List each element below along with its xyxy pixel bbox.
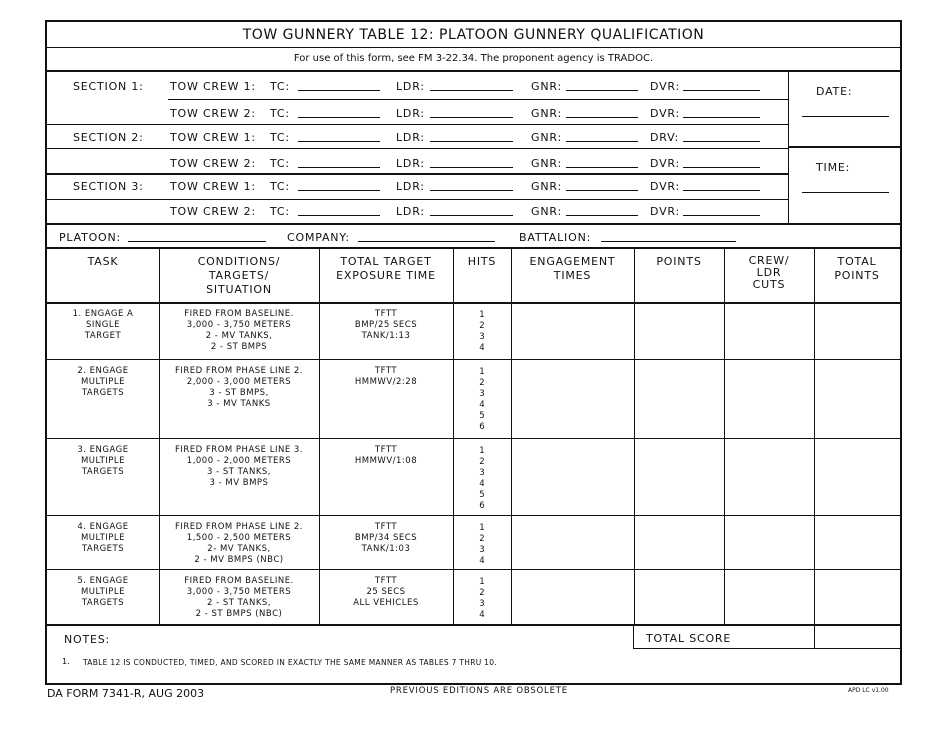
column-header-conditions: CONDITIONS/ TARGETS/ SITUATION <box>197 255 281 296</box>
crew-field-label: TC: <box>270 80 290 93</box>
hit-number: 2 <box>479 588 485 598</box>
crew-field-blank[interactable] <box>430 167 513 168</box>
column-header-engagement: ENGAGEMENT TIMES <box>529 255 616 282</box>
crew-field-blank[interactable] <box>430 141 513 142</box>
task-cell: 1. ENGAGE A SINGLE TARGET <box>72 309 134 341</box>
score-entry-cell[interactable] <box>725 517 813 568</box>
exposure-cell: TFTT BMP/34 SECS TANK/1:03 <box>354 522 418 554</box>
crew-field-blank[interactable] <box>566 141 638 142</box>
hit-number: 2 <box>479 378 485 388</box>
column-header-task: TASK <box>87 255 119 268</box>
crew-field-label: LDR: <box>396 107 425 120</box>
conditions-cell: FIRED FROM BASELINE. 3,000 - 3,750 METERS 2 - MV TANKS, 2 - ST BMPS <box>184 309 294 352</box>
crew-field-blank[interactable] <box>683 190 760 191</box>
crew-field-label: DVR: <box>650 157 681 170</box>
hits-list <box>453 310 511 354</box>
score-entry-cell[interactable] <box>512 440 633 514</box>
crew-field-label: LDR: <box>396 205 425 218</box>
crew-field-blank[interactable] <box>566 117 638 118</box>
score-entry-cell[interactable] <box>512 361 633 437</box>
crew-field-label: GNR: <box>531 180 562 193</box>
crew-field-blank[interactable] <box>298 167 380 168</box>
battalion-label: BATTALION: <box>519 231 592 244</box>
score-entry-cell[interactable] <box>635 517 723 568</box>
conditions-cell: FIRED FROM PHASE LINE 3. 1,000 - 2,000 METERS 3 - ST TANKS, 3 - MV BMPS <box>174 445 304 488</box>
hits-list <box>453 446 511 512</box>
form-title: TOW GUNNERY TABLE 12: PLATOON GUNNERY QUALIFICATION <box>242 27 705 43</box>
crew-field-blank[interactable] <box>298 141 380 142</box>
conditions-cell: FIRED FROM PHASE LINE 2. 2,000 - 3,000 METERS 3 - ST BMPS, 3 - MV TANKS <box>174 366 304 409</box>
crew-field-label: GNR: <box>531 107 562 120</box>
crew-label: TOW CREW 2: <box>170 205 256 218</box>
exposure-cell: TFTT BMP/25 SECS TANK/1:13 <box>354 309 418 341</box>
crew-field-label: TC: <box>270 107 290 120</box>
note-text: TABLE 12 IS CONDUCTED, TIMED, AND SCORED IN EXACTLY THE SAME MANNER AS TABLES 7 THRU 10. <box>83 658 498 667</box>
crew-field-label: DVR: <box>650 107 681 120</box>
hit-number: 3 <box>479 389 485 399</box>
company-field[interactable] <box>358 241 495 242</box>
form-id: DA FORM 7341-R, AUG 2003 <box>47 687 205 700</box>
crew-label: TOW CREW 2: <box>170 157 256 170</box>
task-cell: 5. ENGAGE MULTIPLE TARGETS <box>77 576 129 608</box>
crew-field-blank[interactable] <box>683 167 760 168</box>
crew-field-label: TC: <box>270 157 290 170</box>
crew-label: TOW CREW 1: <box>170 131 256 144</box>
crew-field-label: DVR: <box>650 205 681 218</box>
score-entry-cell[interactable] <box>635 440 723 514</box>
crew-field-blank[interactable] <box>566 215 638 216</box>
conditions-cell: FIRED FROM PHASE LINE 2. 1,500 - 2,500 METERS 2- MV TANKS, 2 - MV BMPS (NBC) <box>174 522 304 565</box>
section-label: SECTION 3: <box>73 180 144 193</box>
hit-number: 1 <box>479 446 485 456</box>
exposure-cell: TFTT HMMWV/2:28 <box>354 366 418 387</box>
battalion-field[interactable] <box>601 241 736 242</box>
crew-field-label: LDR: <box>396 180 425 193</box>
crew-field-blank[interactable] <box>566 190 638 191</box>
crew-label: TOW CREW 1: <box>170 180 256 193</box>
platoon-field[interactable] <box>128 241 266 242</box>
hit-number: 2 <box>479 321 485 331</box>
date-label: DATE: <box>816 85 853 98</box>
crew-field-label: LDR: <box>396 80 425 93</box>
score-entry-cell[interactable] <box>725 440 813 514</box>
crew-field-label: TC: <box>270 131 290 144</box>
hit-number: 3 <box>479 468 485 478</box>
crew-field-label: DVR: <box>650 180 681 193</box>
crew-field-label: LDR: <box>396 157 425 170</box>
crew-field-blank[interactable] <box>683 141 760 142</box>
exposure-cell: TFTT HMMWV/1:08 <box>354 445 418 466</box>
platoon-label: PLATOON: <box>59 231 122 244</box>
hit-number: 3 <box>479 599 485 609</box>
version-label: APD LC v1.00 <box>848 687 889 694</box>
task-cell: 3. ENGAGE MULTIPLE TARGETS <box>77 445 129 477</box>
column-header-exposure: TOTAL TARGET EXPOSURE TIME <box>336 255 436 282</box>
task-cell: 2. ENGAGE MULTIPLE TARGETS <box>77 366 129 398</box>
hit-number: 5 <box>479 411 485 421</box>
crew-field-blank[interactable] <box>430 90 513 91</box>
date-field[interactable] <box>802 116 889 117</box>
hit-number: 4 <box>479 400 485 410</box>
hit-number: 1 <box>479 523 485 533</box>
crew-field-blank[interactable] <box>430 215 513 216</box>
editions-note: PREVIOUS EDITIONS ARE OBSOLETE <box>390 686 568 696</box>
hit-number: 6 <box>479 501 485 511</box>
crew-field-blank[interactable] <box>298 90 380 91</box>
column-header-total: TOTAL POINTS <box>834 255 880 282</box>
hits-list <box>453 577 511 621</box>
crew-field-blank[interactable] <box>683 117 760 118</box>
crew-field-label: TC: <box>270 180 290 193</box>
score-entry-cell[interactable] <box>725 571 813 623</box>
hit-number: 4 <box>479 343 485 353</box>
crew-field-label: GNR: <box>531 80 562 93</box>
total-score-field[interactable] <box>815 626 900 648</box>
hit-number: 3 <box>479 332 485 342</box>
note-number: 1. <box>62 657 70 666</box>
score-entry-cell[interactable] <box>815 571 899 623</box>
total-score-label: TOTAL SCORE <box>646 632 732 645</box>
form-subtitle: For use of this form, see FM 3-22.34. The proponent agency is TRADOC. <box>293 53 654 64</box>
crew-field-label: GNR: <box>531 205 562 218</box>
score-entry-cell[interactable] <box>725 361 813 437</box>
hit-number: 3 <box>479 545 485 555</box>
crew-field-label: LDR: <box>396 131 425 144</box>
crew-field-label: GNR: <box>531 131 562 144</box>
hit-number: 6 <box>479 422 485 432</box>
score-entry-cell[interactable] <box>725 304 813 358</box>
score-entry-cell[interactable] <box>512 304 633 358</box>
crew-field-label: DVR: <box>650 80 681 93</box>
company-label: COMPANY: <box>287 231 350 244</box>
exposure-cell: TFTT 25 SECS ALL VEHICLES <box>353 576 419 608</box>
column-header-hits: HITS <box>467 255 497 268</box>
column-header-cuts: CREW/ LDR CUTS <box>748 254 790 291</box>
score-entry-cell[interactable] <box>815 361 899 437</box>
time-label: TIME: <box>816 161 851 174</box>
crew-field-blank[interactable] <box>683 90 760 91</box>
crew-field-blank[interactable] <box>683 215 760 216</box>
hit-number: 5 <box>479 490 485 500</box>
crew-field-blank[interactable] <box>566 90 638 91</box>
section-label: SECTION 1: <box>73 80 144 93</box>
score-entry-cell[interactable] <box>635 571 723 623</box>
hit-number: 2 <box>479 534 485 544</box>
crew-field-blank[interactable] <box>566 167 638 168</box>
conditions-cell: FIRED FROM BASELINE. 3,000 - 3,750 METERS 2 - ST TANKS, 2 - ST BMPS (NBC) <box>184 576 294 619</box>
crew-field-label: GNR: <box>531 157 562 170</box>
crew-field-blank[interactable] <box>430 117 513 118</box>
score-entry-cell[interactable] <box>512 517 633 568</box>
score-entry-cell[interactable] <box>512 571 633 623</box>
crew-field-blank[interactable] <box>298 190 380 191</box>
crew-field-blank[interactable] <box>298 117 380 118</box>
notes-label: NOTES: <box>64 633 111 646</box>
crew-field-label: DRV: <box>650 131 680 144</box>
crew-field-blank[interactable] <box>298 215 380 216</box>
crew-field-blank[interactable] <box>430 190 513 191</box>
hit-number: 4 <box>479 479 485 489</box>
crew-field-label: TC: <box>270 205 290 218</box>
section-label: SECTION 2: <box>73 131 144 144</box>
score-entry-cell[interactable] <box>815 304 899 358</box>
hit-number: 1 <box>479 367 485 377</box>
score-entry-cell[interactable] <box>635 361 723 437</box>
crew-label: TOW CREW 2: <box>170 107 256 120</box>
score-entry-cell[interactable] <box>815 517 899 568</box>
score-entry-cell[interactable] <box>815 440 899 514</box>
hits-list <box>453 523 511 567</box>
hit-number: 1 <box>479 310 485 320</box>
task-cell: 4. ENGAGE MULTIPLE TARGETS <box>77 522 129 554</box>
column-header-points: POINTS <box>656 255 702 268</box>
hit-number: 1 <box>479 577 485 587</box>
hits-list <box>453 367 511 433</box>
hit-number: 4 <box>479 556 485 566</box>
score-entry-cell[interactable] <box>635 304 723 358</box>
hit-number: 4 <box>479 610 485 620</box>
crew-label: TOW CREW 1: <box>170 80 256 93</box>
hit-number: 2 <box>479 457 485 467</box>
time-field[interactable] <box>802 192 889 193</box>
